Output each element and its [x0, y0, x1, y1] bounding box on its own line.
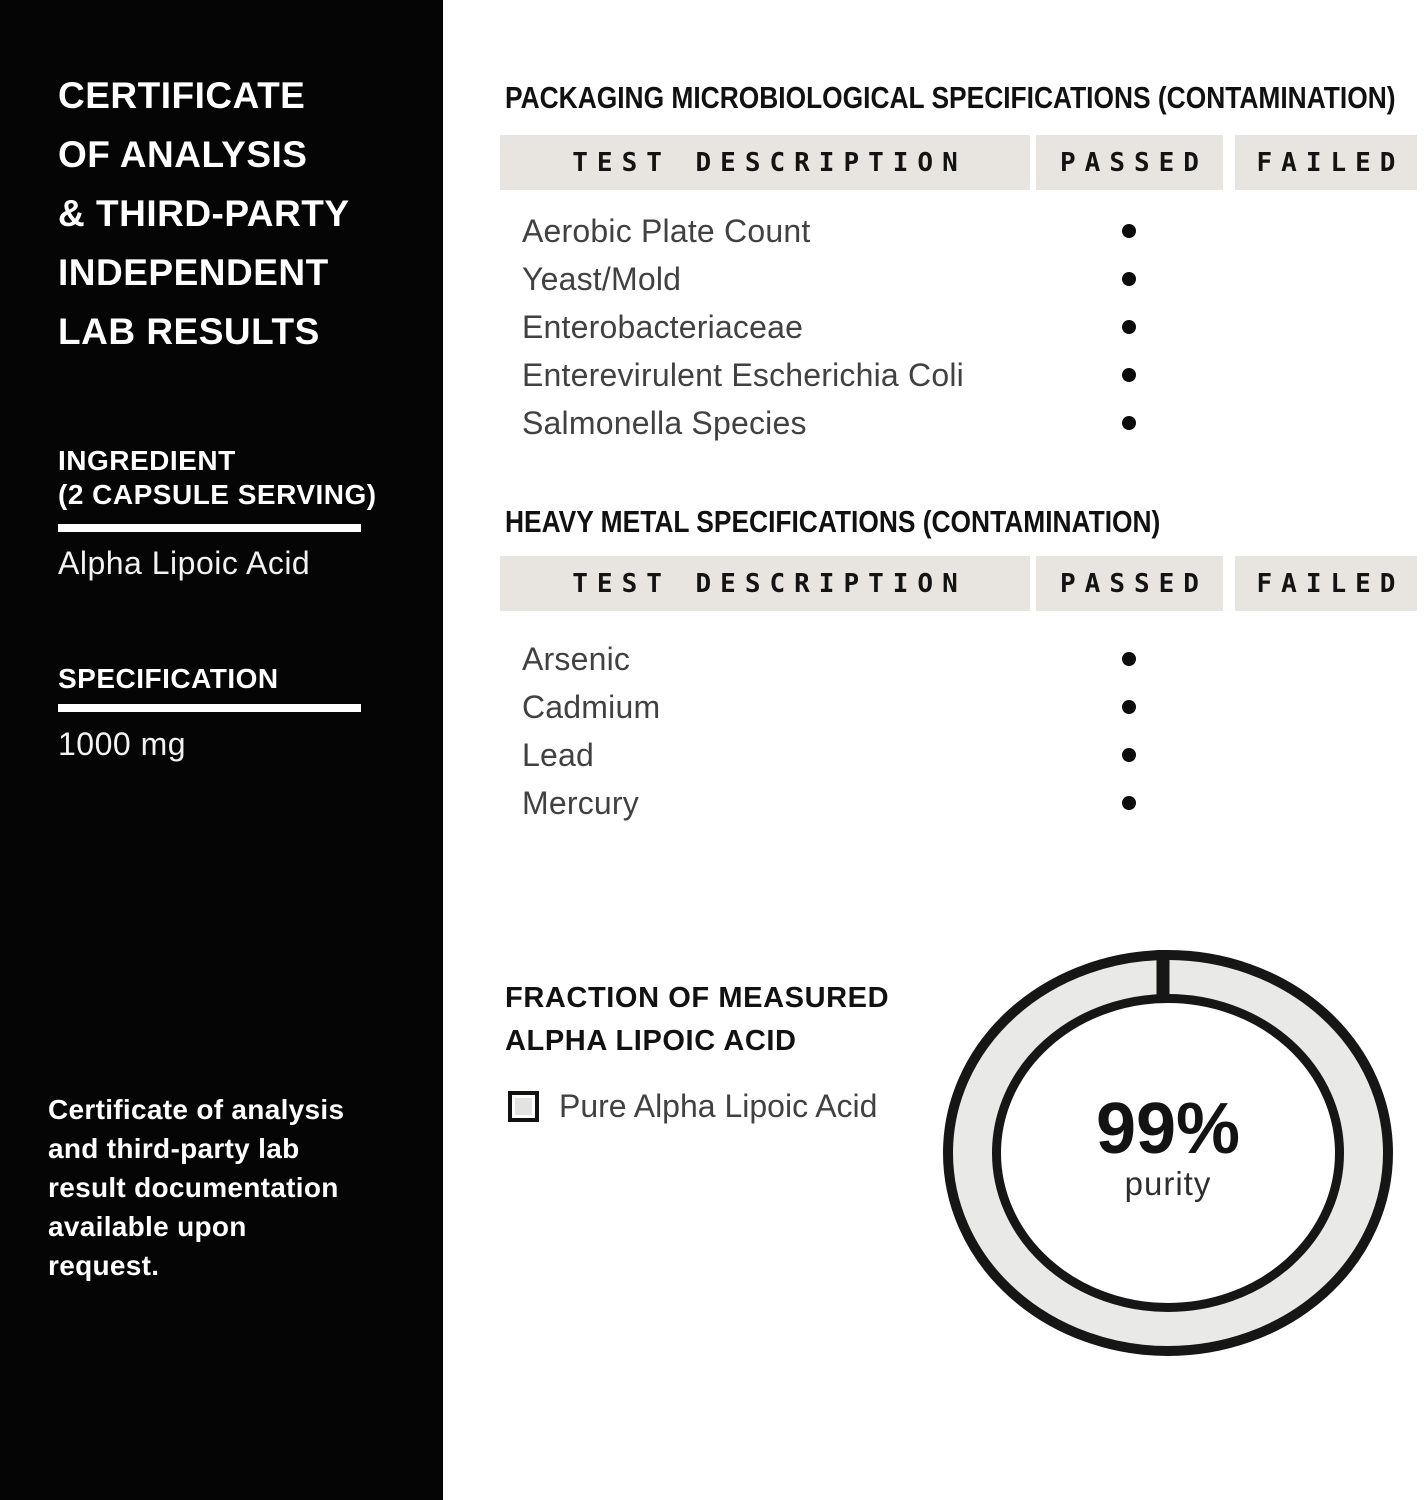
page-title — [58, 66, 350, 361]
legend-swatch — [508, 1091, 539, 1122]
test-name: Arsenic — [522, 640, 631, 677]
test-name: Cadmium — [522, 688, 661, 725]
specification-value: 1000 mg — [58, 726, 187, 762]
passed-dot — [1122, 652, 1136, 666]
micro-col-test-description: TEST DESCRIPTION — [500, 135, 1030, 190]
passed-dot — [1122, 796, 1136, 810]
test-name: Aerobic Plate Count — [522, 212, 811, 249]
passed-dot — [1122, 748, 1136, 762]
specification-divider — [58, 704, 361, 712]
specification-label-line: SPECIFICATION — [58, 663, 279, 694]
purity-caption: purity — [1124, 1165, 1212, 1202]
test-name: Enterevirulent Escherichia Coli — [522, 356, 964, 393]
table-row — [500, 207, 1417, 255]
ingredient-label-line: INGREDIENT — [58, 445, 236, 476]
footnote-line: and third-party lab — [48, 1133, 300, 1164]
passed-dot — [1122, 320, 1136, 334]
heavy-metal-col-failed: FAILED — [1235, 556, 1417, 611]
page-title-line: LAB RESULTS — [58, 311, 320, 352]
table-row — [500, 683, 1417, 731]
passed-dot — [1122, 224, 1136, 238]
fraction-heading-line: FRACTION OF MEASURED — [505, 982, 890, 1014]
heavy-metal-section-heading-text: HEAVY METAL SPECIFICATIONS (CONTAMINATION) — [505, 504, 1161, 539]
table-row — [500, 399, 1417, 447]
ingredient-divider — [58, 524, 361, 532]
availability-footnote — [48, 1090, 344, 1285]
purity-value: 99% — [1095, 1089, 1241, 1169]
page-title-line: OF ANALYSIS — [58, 134, 308, 175]
micro-section-heading-text: PACKAGING MICROBIOLOGICAL SPECIFICATIONS (CONTAMINATION) — [505, 80, 1396, 115]
micro-section-heading — [505, 80, 1424, 116]
footnote-line: available upon — [48, 1211, 247, 1242]
table-row — [500, 635, 1417, 683]
test-name: Mercury — [522, 784, 639, 821]
passed-dot — [1122, 416, 1136, 430]
heavy-metal-col-passed: PASSED — [1036, 556, 1223, 611]
page-title-line: & THIRD-PARTY — [58, 193, 350, 234]
footnote-line: request. — [48, 1250, 160, 1281]
legend-label: Pure Alpha Lipoic Acid — [559, 1088, 878, 1124]
test-name: Salmonella Species — [522, 404, 807, 441]
micro-col-passed: PASSED — [1036, 135, 1223, 190]
ingredient-value: Alpha Lipoic Acid — [58, 545, 311, 581]
micro-col-failed: FAILED — [1235, 135, 1417, 190]
ingredient-label — [58, 444, 377, 512]
ingredient-label-line: (2 CAPSULE SERVING) — [58, 479, 377, 510]
certificate-panel — [0, 0, 443, 1500]
passed-dot — [1122, 700, 1136, 714]
fraction-section-heading — [505, 977, 889, 1063]
test-name: Enterobacteriaceae — [522, 308, 804, 345]
footnote-line: result documentation — [48, 1172, 339, 1203]
test-name: Yeast/Mold — [522, 260, 682, 297]
passed-dot — [1122, 368, 1136, 382]
page-title-line: INDEPENDENT — [58, 252, 329, 293]
page-title-line: CERTIFICATE — [58, 75, 306, 116]
passed-dot — [1122, 272, 1136, 286]
heavy-metal-section-heading — [505, 504, 1276, 540]
heavy-metal-col-test-description: TEST DESCRIPTION — [500, 556, 1030, 611]
chart-legend — [508, 1088, 877, 1125]
table-row — [500, 731, 1417, 779]
fraction-heading-line: ALPHA LIPOIC ACID — [505, 1025, 797, 1057]
specification-label — [58, 662, 279, 696]
table-row — [500, 351, 1417, 399]
table-row — [500, 255, 1417, 303]
test-name: Lead — [522, 736, 594, 773]
table-row — [500, 303, 1417, 351]
footnote-line: Certificate of analysis — [48, 1094, 345, 1125]
purity-donut-chart — [935, 945, 1405, 1365]
table-row — [500, 779, 1417, 827]
